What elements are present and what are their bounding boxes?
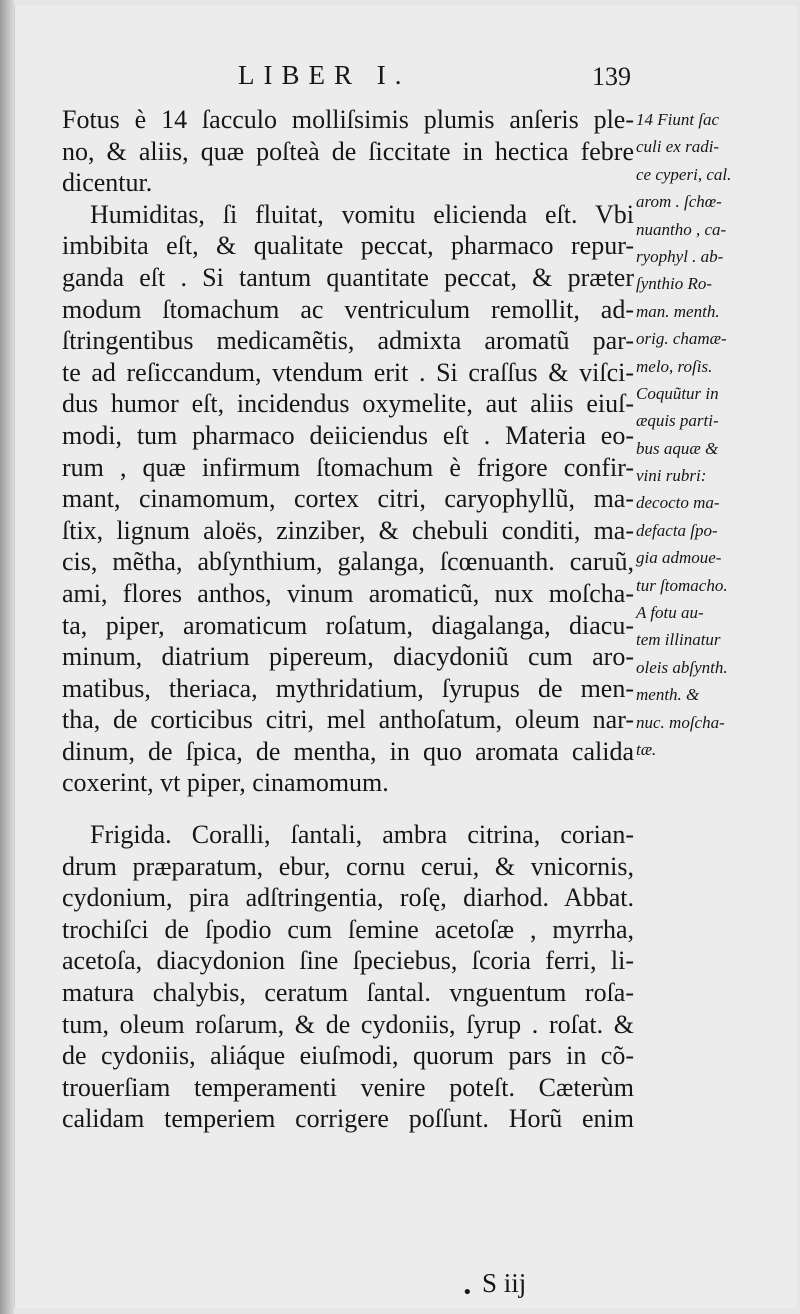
page-footer bbox=[0, 1268, 800, 1308]
margin-line: æquis parti- bbox=[636, 411, 719, 431]
text-line: dus humor eſt, incidendus oxymelite, aut aliis eiuſ- bbox=[62, 389, 634, 419]
page-header bbox=[0, 60, 800, 100]
text-line: acetoſa, diacydonion ſine ſpeciebus, ſcoria ferri, li- bbox=[62, 946, 634, 976]
page-number: 139 bbox=[592, 62, 631, 91]
text-line: minum, diatrium pipereum, diacydoniũ cum aro- bbox=[62, 642, 634, 672]
text-line: drum præparatum, ebur, cornu cerui, & vnicornis, bbox=[62, 851, 634, 881]
marginal-note bbox=[636, 106, 786, 763]
text-line: modi, tum pharmaco deiiciendus eſt . Materia eo- bbox=[62, 420, 634, 450]
text-line: trochiſci de ſpodio cum ſemine acetoſæ , myrrha, bbox=[62, 914, 634, 944]
margin-line: vini rubri: bbox=[636, 466, 707, 486]
margin-line: man. menth. bbox=[636, 301, 720, 321]
margin-line: culi ex radi- bbox=[636, 137, 720, 157]
text-line: Frigida. Coralli, ſantali, ambra citrina, corian- bbox=[90, 820, 634, 850]
margin-line: gia admoue- bbox=[636, 548, 722, 568]
paragraph-humiditas bbox=[62, 199, 634, 799]
main-text-block bbox=[62, 104, 634, 1135]
margin-line: ryophyl . ab- bbox=[636, 246, 724, 266]
ink-dot: • bbox=[462, 1282, 473, 1303]
text-line: ſtringentibus medicamẽtis, admixta aromatũ par- bbox=[62, 326, 634, 356]
text-line: te ad reſiccandum, vtendum erit . Si craſſus & viſci- bbox=[62, 357, 634, 387]
text-line: matibus, theriaca, mythridatium, ſyrupus de men- bbox=[62, 673, 634, 703]
text-line: ta, piper, aromaticum roſatum, diagalanga, diacu- bbox=[62, 610, 634, 640]
margin-line: A fotu au- bbox=[636, 603, 704, 623]
margin-line: tur ſtomacho. bbox=[636, 575, 728, 595]
margin-line: orig. chamæ- bbox=[636, 329, 727, 349]
paragraph-frigida bbox=[62, 819, 634, 1135]
signature-mark: S iij bbox=[482, 1268, 527, 1298]
paragraph-fotus bbox=[62, 104, 634, 199]
text-line: ganda eſt . Si tantum quantitate peccat, & præter bbox=[62, 262, 634, 292]
margin-line: oleis abſynth. bbox=[636, 657, 728, 677]
margin-line: melo, roſis. bbox=[636, 356, 713, 376]
margin-line: bus aquæ & bbox=[636, 438, 719, 458]
margin-line: decocto ma- bbox=[636, 493, 720, 513]
text-line: trouerſiam temperamenti venire poteſt. Cæterùm bbox=[62, 1072, 634, 1102]
text-line: dicentur. bbox=[62, 168, 153, 198]
text-line: ſtix, lignum aloës, zinziber, & chebuli conditi, ma- bbox=[62, 515, 634, 545]
text-line: dinum, de ſpica, de mentha, in quo aromata calida bbox=[62, 736, 634, 766]
text-line: calidam temperiem corrigere poſſunt. Horũ enim bbox=[62, 1104, 634, 1134]
margin-line: nuc. moſcha- bbox=[636, 712, 725, 732]
text-line: coxerint, vt piper, cinamomum. bbox=[62, 768, 389, 798]
margin-line: ſynthio Ro- bbox=[636, 274, 713, 294]
margin-line: menth. & bbox=[636, 685, 700, 705]
text-line: Humiditas, ſi fluitat, vomitu elicienda eſt. Vbi bbox=[90, 199, 634, 229]
running-title: LIBER I. bbox=[238, 60, 411, 90]
margin-line: arom . ſchœ- bbox=[636, 192, 722, 212]
text-line: modum ſtomachum ac ventriculum remollit, ad- bbox=[62, 294, 634, 324]
page-gutter-shadow bbox=[0, 0, 14, 1314]
text-line: imbibita eſt, & qualitate peccat, pharmaco repur- bbox=[62, 231, 634, 261]
text-line: tum, oleum roſarum, & de cydoniis, ſyrup . roſat. & bbox=[62, 1009, 634, 1039]
text-line: mant, cinamomum, cortex citri, caryophyllũ, ma- bbox=[62, 484, 634, 514]
margin-line: Coquũtur in bbox=[636, 383, 719, 403]
paragraph-gap bbox=[62, 799, 634, 819]
text-line: ami, flores anthos, vinum aromaticũ, nux moſcha- bbox=[62, 578, 634, 608]
text-line: cis, mẽtha, abſynthium, galanga, ſcœnuanth. caruũ, bbox=[62, 547, 634, 577]
text-line: de cydoniis, aliáque eiuſmodi, quorum pars in cõ- bbox=[62, 1041, 634, 1071]
text-line: tha, de corticibus citri, mel anthoſatum, oleum nar- bbox=[62, 705, 634, 735]
text-line: Fotus è 14 ſacculo molliſsimis plumis anſeris ple- bbox=[62, 105, 634, 134]
margin-line: tem illinatur bbox=[636, 630, 721, 650]
margin-line: nuantho , ca- bbox=[636, 219, 727, 239]
text-line: cydonium, pira adſtringentia, roſę, diarhod. Abbat. bbox=[62, 883, 634, 913]
margin-line: defacta ſpo- bbox=[636, 520, 718, 540]
margin-line: tæ. bbox=[636, 739, 657, 759]
text-line: rum , quæ infirmum ſtomachum è frigore confir- bbox=[62, 452, 634, 482]
margin-line: 14 Fiunt ſac bbox=[636, 110, 720, 129]
margin-line: ce cyperi, cal. bbox=[636, 164, 732, 184]
text-line: matura chalybis, ceratum ſantal. vnguentum roſa- bbox=[62, 978, 634, 1008]
text-line: no, & aliis, quæ poſteà de ſiccitate in hectica febre bbox=[62, 136, 634, 166]
